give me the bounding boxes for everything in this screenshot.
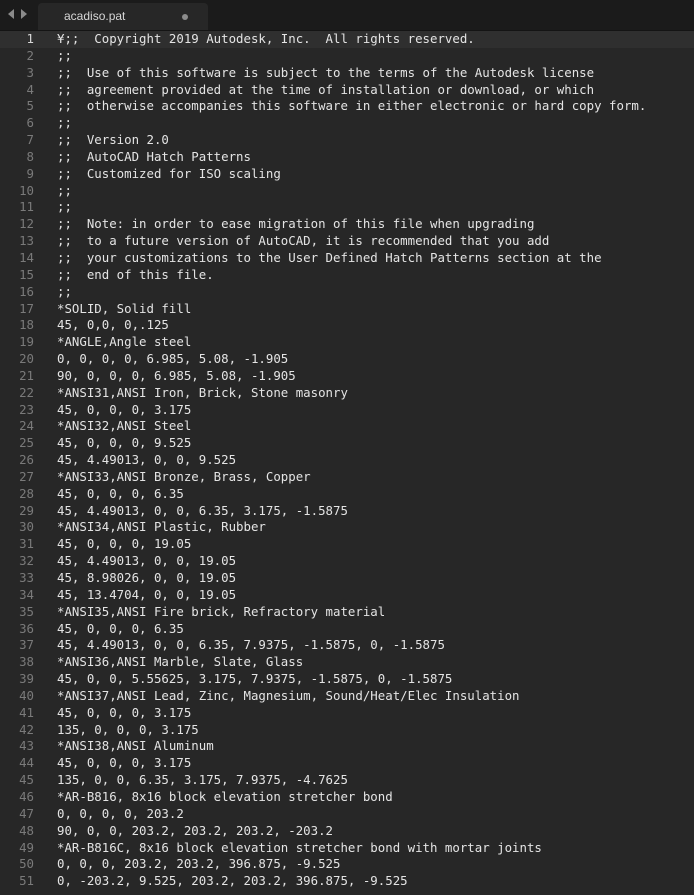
line-number: 44 <box>19 755 34 771</box>
line-number: 12 <box>19 216 34 232</box>
line-text: ;; <box>57 115 72 131</box>
line-text: 0, 0, 0, 0, 6.985, 5.08, -1.905 <box>57 351 289 367</box>
code-editor[interactable] <box>0 31 694 895</box>
line-text: 90, 0, 0, 0, 6.985, 5.08, -1.905 <box>57 367 296 383</box>
line-number: 24 <box>19 418 34 434</box>
line-text: 45, 0, 0, 0, 6.35 <box>57 620 184 636</box>
code-line[interactable] <box>0 368 694 385</box>
line-number: 25 <box>19 435 34 451</box>
line-number: 11 <box>19 199 34 215</box>
code-line[interactable] <box>0 31 694 48</box>
code-line[interactable] <box>0 334 694 351</box>
line-number: 37 <box>19 637 34 653</box>
code-line[interactable] <box>0 789 694 806</box>
line-number: 33 <box>19 570 34 585</box>
code-line[interactable] <box>0 166 694 183</box>
line-text: ;; agreement provided at the time of installation or download, or which <box>57 81 595 97</box>
code-line[interactable] <box>0 301 694 318</box>
line-number: 20 <box>19 351 34 367</box>
line-number: 9 <box>26 165 34 181</box>
code-line[interactable] <box>0 587 694 604</box>
code-line[interactable] <box>0 873 694 890</box>
code-line[interactable] <box>0 452 694 469</box>
line-text: ;; Version 2.0 <box>57 132 169 148</box>
line-text: 135, 0, 0, 0, 3.175 <box>57 721 199 737</box>
line-text: ;; end of this file. <box>57 266 214 282</box>
line-number: 30 <box>19 519 34 535</box>
line-number: 29 <box>19 502 34 518</box>
line-number: 2 <box>26 47 34 63</box>
line-number: 6 <box>26 115 34 131</box>
line-number: 10 <box>19 182 34 198</box>
line-text: *ANGLE,Angle steel <box>57 334 192 350</box>
line-number: 23 <box>19 401 34 417</box>
line-text: ;; <box>57 182 72 198</box>
line-text: 45, 0, 0, 0, 9.525 <box>57 435 192 451</box>
code-line[interactable] <box>0 183 694 200</box>
code-line[interactable] <box>0 435 694 452</box>
line-text: *ANSI32,ANSI Steel <box>57 418 192 434</box>
code-line[interactable] <box>0 132 694 149</box>
line-text: 45, 0, 0, 0, 3.175 <box>57 704 192 720</box>
code-line[interactable] <box>0 267 694 284</box>
line-number: 26 <box>19 452 34 468</box>
line-text: 135, 0, 0, 6.35, 3.175, 7.9375, -4.7625 <box>57 772 348 788</box>
code-line[interactable] <box>0 637 694 654</box>
line-number: 1 <box>26 31 34 46</box>
line-number: 3 <box>26 64 34 80</box>
line-text: 45, 0, 0, 5.55625, 3.175, 7.9375, -1.5875, 0, -1.5875 <box>57 671 453 687</box>
tab-acadiso[interactable] <box>38 3 208 30</box>
line-text: *SOLID, Solid fill <box>57 300 192 316</box>
code-line[interactable] <box>0 738 694 755</box>
line-text: ;; to a future version of AutoCAD, it is recommended that you add <box>57 233 550 249</box>
code-line[interactable] <box>0 216 694 233</box>
line-number: 46 <box>19 788 34 804</box>
tab-title: acadiso.pat <box>64 9 126 23</box>
code-line[interactable] <box>0 149 694 166</box>
line-text: 45, 4.49013, 0, 0, 6.35, 3.175, -1.5875 <box>57 502 348 518</box>
line-number: 19 <box>19 334 34 350</box>
line-text: 45, 0, 0, 0, 3.175 <box>57 755 192 771</box>
code-line[interactable] <box>0 621 694 638</box>
line-number: 15 <box>19 266 34 282</box>
line-text: 45, 13.4704, 0, 0, 19.05 <box>57 586 237 602</box>
line-number: 22 <box>19 384 34 400</box>
line-number: 34 <box>19 586 34 602</box>
line-number: 38 <box>19 654 34 670</box>
line-number: 7 <box>26 132 34 148</box>
code-line[interactable] <box>0 250 694 267</box>
code-line[interactable] <box>0 755 694 772</box>
line-text: 90, 0, 0, 203.2, 203.2, 203.2, -203.2 <box>57 822 334 838</box>
code-line[interactable] <box>0 418 694 435</box>
code-line[interactable] <box>0 519 694 536</box>
line-text: 45, 4.49013, 0, 0, 9.525 <box>57 452 237 468</box>
line-number: 28 <box>19 485 34 501</box>
code-line[interactable] <box>0 772 694 789</box>
code-line[interactable] <box>0 840 694 857</box>
line-text: *ANSI36,ANSI Marble, Slate, Glass <box>57 654 304 670</box>
code-line[interactable] <box>0 98 694 115</box>
line-text: ;; AutoCAD Hatch Patterns <box>57 148 251 164</box>
code-line[interactable] <box>0 503 694 520</box>
line-number: 45 <box>19 772 34 788</box>
code-line[interactable] <box>0 604 694 621</box>
code-line[interactable] <box>0 806 694 823</box>
line-number: 5 <box>26 98 34 114</box>
line-text: ;; Customized for ISO scaling <box>57 165 281 181</box>
code-line[interactable] <box>0 284 694 301</box>
code-line[interactable] <box>0 48 694 65</box>
code-line[interactable] <box>0 402 694 419</box>
line-text: 0, -203.2, 9.525, 203.2, 203.2, 396.875, -9.525 <box>57 873 408 889</box>
line-number: 47 <box>19 805 34 821</box>
line-text: 45, 4.49013, 0, 0, 19.05 <box>57 553 237 569</box>
code-line[interactable] <box>0 671 694 688</box>
code-line[interactable] <box>0 351 694 368</box>
line-text: 45, 0, 0, 0, 6.35 <box>57 485 184 501</box>
line-text: 45, 8.98026, 0, 0, 19.05 <box>57 570 237 585</box>
line-number: 8 <box>26 148 34 164</box>
line-text: *AR-B816C, 8x16 block elevation stretcher bond with mortar joints <box>57 839 542 855</box>
line-text: ;; your customizations to the User Defined Hatch Patterns section at the <box>57 249 602 265</box>
line-text: 45, 0,0, 0,.125 <box>57 317 169 333</box>
line-text: *AR-B816, 8x16 block elevation stretcher bond <box>57 788 393 804</box>
line-text: *ANSI38,ANSI Aluminum <box>57 738 214 754</box>
line-text: 45, 0, 0, 0, 3.175 <box>57 401 192 417</box>
line-text: ;; Use of this software is subject to the terms of the Autodesk license <box>57 64 595 80</box>
line-number: 49 <box>19 839 34 855</box>
line-number: 16 <box>19 283 34 299</box>
line-text: *ANSI31,ANSI Iron, Brick, Stone masonry <box>57 384 348 400</box>
tab-bar <box>0 0 694 31</box>
line-number: 21 <box>19 367 34 383</box>
code-line[interactable] <box>0 570 694 587</box>
code-line[interactable] <box>0 317 694 334</box>
code-line[interactable] <box>0 823 694 840</box>
line-number: 18 <box>19 317 34 333</box>
line-text: ;; <box>57 283 72 299</box>
code-line[interactable] <box>0 536 694 553</box>
line-text: ;; otherwise accompanies this software in either electronic or hard copy form. <box>57 98 647 114</box>
code-line[interactable] <box>0 233 694 250</box>
code-line[interactable] <box>0 486 694 503</box>
line-text: 45, 4.49013, 0, 0, 6.35, 7.9375, -1.5875, 0, -1.5875 <box>57 637 445 653</box>
line-number: 14 <box>19 249 34 265</box>
line-number: 4 <box>26 81 34 97</box>
line-text: ;; <box>57 199 72 215</box>
line-text: *ANSI34,ANSI Plastic, Rubber <box>57 519 266 535</box>
nav-arrows <box>6 7 29 21</box>
line-text: ¥;; Copyright 2019 Autodesk, Inc. All rights reserved. <box>57 31 475 46</box>
line-number: 42 <box>19 721 34 737</box>
line-text: *ANSI33,ANSI Bronze, Brass, Copper <box>57 468 311 484</box>
line-number: 43 <box>19 738 34 754</box>
line-number: 13 <box>19 233 34 249</box>
triangle-right-icon[interactable] <box>19 8 29 20</box>
code-line[interactable] <box>0 385 694 402</box>
line-text: ;; Note: in order to ease migration of this file when upgrading <box>57 216 535 232</box>
line-text: 0, 0, 0, 0, 203.2 <box>57 805 184 821</box>
code-line[interactable] <box>0 115 694 132</box>
code-line[interactable] <box>0 199 694 216</box>
code-line[interactable] <box>0 553 694 570</box>
code-line[interactable] <box>0 654 694 671</box>
code-line[interactable] <box>0 688 694 705</box>
line-text: *ANSI35,ANSI Fire brick, Refractory material <box>57 603 386 619</box>
line-number: 17 <box>19 300 34 316</box>
triangle-left-icon[interactable] <box>6 8 16 20</box>
unsaved-dot-icon[interactable] <box>182 14 188 20</box>
line-number: 41 <box>19 704 34 720</box>
line-text: *ANSI37,ANSI Lead, Zinc, Magnesium, Sound/Heat/Elec Insulation <box>57 687 520 703</box>
line-number: 51 <box>19 873 34 889</box>
code-line[interactable] <box>0 469 694 486</box>
code-line[interactable] <box>0 722 694 739</box>
line-number: 32 <box>19 553 34 569</box>
line-text: 45, 0, 0, 0, 19.05 <box>57 536 192 552</box>
line-text: ;; <box>57 47 72 63</box>
code-line[interactable] <box>0 856 694 873</box>
line-number: 27 <box>19 468 34 484</box>
line-number: 39 <box>19 671 34 687</box>
line-number: 48 <box>19 822 34 838</box>
code-line[interactable] <box>0 705 694 722</box>
line-number: 35 <box>19 603 34 619</box>
line-number: 50 <box>19 856 34 872</box>
line-number: 36 <box>19 620 34 636</box>
line-number: 31 <box>19 536 34 552</box>
code-line[interactable] <box>0 65 694 82</box>
line-number: 40 <box>19 687 34 703</box>
code-line[interactable] <box>0 82 694 99</box>
line-text: 0, 0, 0, 203.2, 203.2, 396.875, -9.525 <box>57 856 341 872</box>
